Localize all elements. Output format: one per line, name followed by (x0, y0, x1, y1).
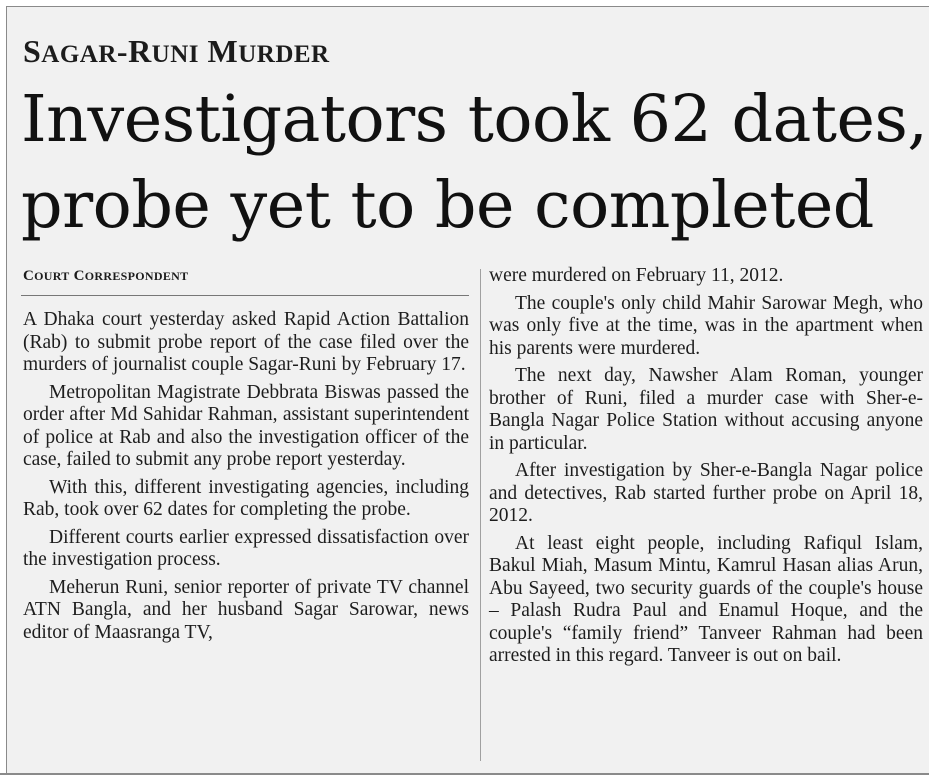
paragraph: The next day, Nawsher Alam Roman, younger brother of Runi, filed a murder case with Sher-e-Bangla Nagar Police Station without accusing anyone in particular. (489, 365, 923, 454)
paragraph: With this, different investigating agencies, including Rab, took over 62 dates for completing the probe. (23, 476, 469, 520)
paragraph: The couple's only child Mahir Sarowar Megh, who was only five at the time, was in the apartment when his parents were murdered. (489, 292, 923, 359)
paragraph: Different courts earlier expressed dissatisfaction over the investigation process. (23, 526, 469, 570)
left-column (23, 309, 469, 649)
paragraph: Metropolitan Magistrate Debbrata Biswas passed the order after Md Sahidar Rahman, assistant superintendent of police at Rab and also the investigation officer of the case, failed to submit any probe report yesterday. (23, 381, 469, 470)
headline-line-1: Investigators took 62 dates, (21, 82, 928, 157)
column-separator (480, 269, 481, 761)
byline: COURT CORRESPONDENT (23, 268, 189, 284)
kicker: SAGAR-RUNI MURDER (23, 33, 330, 69)
headline-line-2: probe yet to be completed (21, 168, 874, 243)
byline-rule (21, 295, 469, 296)
paragraph: Meherun Runi, senior reporter of private TV channel ATN Bangla, and her husband Sagar Sarowar, news editor of Maasranga TV, (23, 576, 469, 643)
paragraph: A Dhaka court yesterday asked Rapid Action Battalion (Rab) to submit probe report of the case filed over the murders of journalist couple Sagar-Runi by February 17. (23, 309, 469, 375)
bottom-rule (0, 773, 929, 775)
headline (21, 77, 927, 249)
newspaper-clipping (6, 6, 929, 773)
paragraph: were murdered on February 11, 2012. (489, 265, 784, 286)
right-column (489, 265, 923, 673)
paragraph: At least eight people, including Rafiqul Islam, Bakul Miah, Masum Mintu, Kamrul Hasan alias Arun, Abu Sayeed, two security guards of the couple's house – Palash Rudra Paul and Enamul Hoque, and the couple's “family friend” Tanveer Rahman had been arrested in this regard. Tanveer is out on bail. (489, 532, 923, 666)
paragraph: After investigation by Sher-e-Bangla Nagar police and detectives, Rab started further probe on April 18, 2012. (489, 460, 923, 526)
